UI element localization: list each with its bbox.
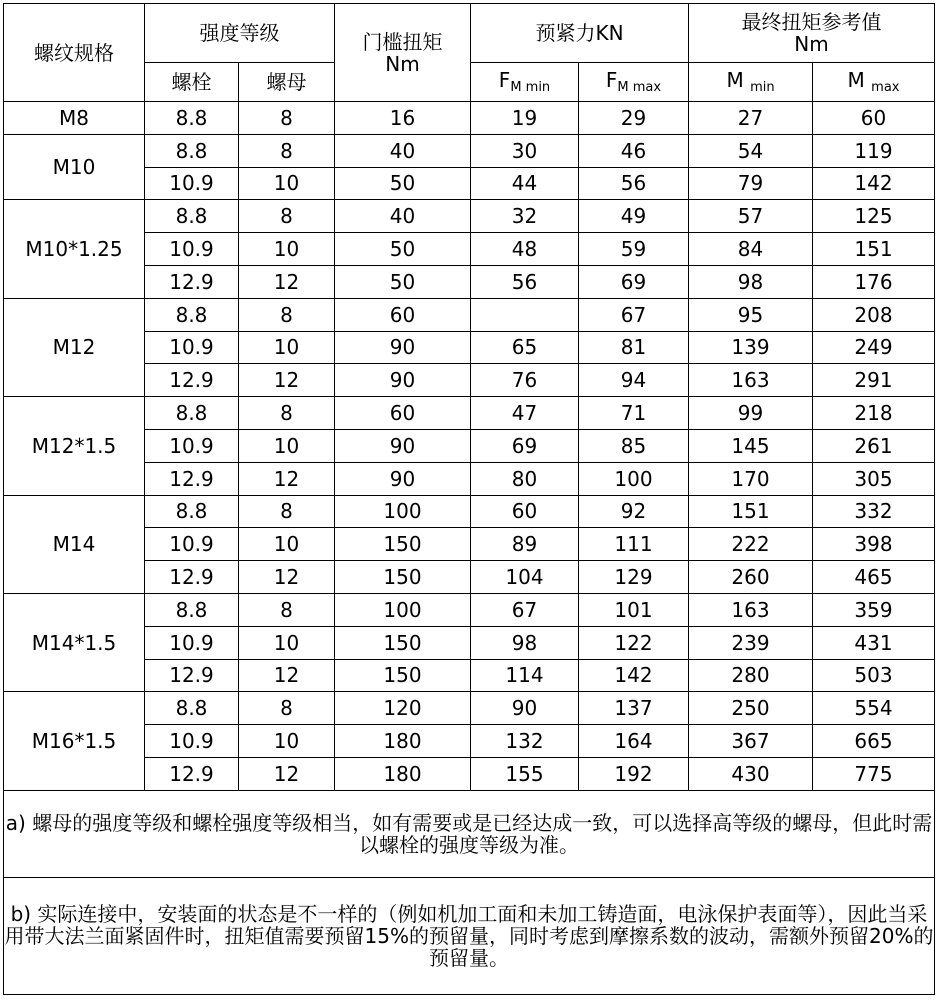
threshold-cell: 60	[335, 397, 471, 430]
fm-max-cell: 49	[579, 200, 689, 233]
header-fm-min-main: F	[498, 67, 511, 92]
header-m-max-sub: max	[871, 79, 900, 95]
threshold-cell: 150	[335, 626, 471, 659]
nut-cell: 12	[239, 659, 335, 692]
threshold-cell: 90	[335, 462, 471, 495]
header-m-min	[689, 63, 813, 102]
header-threshold-torque-line1: 门槛扭矩	[362, 29, 443, 54]
fm-min-cell: 67	[471, 593, 579, 626]
header-fm-min-sub: M min	[510, 79, 551, 95]
header-m-min-main: M	[726, 67, 744, 92]
fm-max-cell: 81	[579, 331, 689, 364]
bolt-cell: 8.8	[145, 397, 239, 430]
thread-spec-cell: M10*1.25	[4, 200, 145, 298]
bolt-cell: 8.8	[145, 692, 239, 725]
fm-max-cell: 59	[579, 233, 689, 266]
m-min-cell: 222	[689, 528, 813, 561]
m-max-cell: 119	[813, 134, 935, 167]
nut-cell: 8	[239, 134, 335, 167]
notes-section	[4, 790, 935, 994]
nut-cell: 12	[239, 561, 335, 594]
m-max-cell: 775	[813, 757, 935, 790]
torque-table	[3, 3, 935, 995]
m-min-cell: 145	[689, 429, 813, 462]
threshold-cell: 120	[335, 692, 471, 725]
header-final-torque	[689, 4, 935, 63]
header-preload: 预紧力KN	[471, 4, 689, 63]
fm-min-cell: 90	[471, 692, 579, 725]
m-min-cell: 239	[689, 626, 813, 659]
threshold-cell: 100	[335, 593, 471, 626]
nut-cell: 10	[239, 429, 335, 462]
fm-min-cell: 155	[471, 757, 579, 790]
m-max-cell: 208	[813, 298, 935, 331]
threshold-cell: 50	[335, 233, 471, 266]
thread-spec-cell: M10	[4, 134, 145, 200]
m-min-cell: 79	[689, 167, 813, 200]
nut-cell: 10	[239, 725, 335, 758]
m-max-cell: 60	[813, 102, 935, 135]
fm-min-cell: 60	[471, 495, 579, 528]
thread-spec-cell: M12	[4, 298, 145, 396]
table-row	[4, 495, 935, 528]
bolt-cell: 8.8	[145, 298, 239, 331]
threshold-cell: 16	[335, 102, 471, 135]
threshold-cell: 40	[335, 200, 471, 233]
fm-min-cell: 132	[471, 725, 579, 758]
note-b: b) 实际连接中，安装面的状态是不一样的（例如机加工面和未加工铸造面，电泳保护表面等），因此当采用带大法兰面紧固件时，扭矩值需要预留15%的预留量，同时考虑到摩擦系数的波动，需额外预留20%的预留量。	[4, 877, 935, 994]
fm-min-cell: 80	[471, 462, 579, 495]
m-min-cell: 98	[689, 265, 813, 298]
bolt-cell: 10.9	[145, 626, 239, 659]
fm-min-cell: 114	[471, 659, 579, 692]
m-min-cell: 27	[689, 102, 813, 135]
header-fm-min	[471, 63, 579, 102]
fm-max-cell: 137	[579, 692, 689, 725]
m-min-cell: 151	[689, 495, 813, 528]
nut-cell: 8	[239, 397, 335, 430]
nut-cell: 10	[239, 626, 335, 659]
threshold-cell: 50	[335, 167, 471, 200]
fm-min-cell: 104	[471, 561, 579, 594]
header-final-torque-line1: 最终扭矩参考值	[741, 10, 882, 34]
header-fm-max-main: F	[605, 67, 618, 92]
fm-max-cell: 67	[579, 298, 689, 331]
threshold-cell: 50	[335, 265, 471, 298]
m-max-cell: 176	[813, 265, 935, 298]
fm-max-cell: 71	[579, 397, 689, 430]
table-row	[4, 692, 935, 725]
bolt-cell: 10.9	[145, 429, 239, 462]
bolt-cell: 10.9	[145, 528, 239, 561]
header-fm-max	[579, 63, 689, 102]
header-m-max	[813, 63, 935, 102]
m-min-cell: 430	[689, 757, 813, 790]
fm-min-cell: 65	[471, 331, 579, 364]
bolt-cell: 10.9	[145, 331, 239, 364]
bolt-cell: 12.9	[145, 561, 239, 594]
table-row	[4, 298, 935, 331]
header-m-min-sub: min	[750, 79, 775, 95]
bolt-cell: 8.8	[145, 134, 239, 167]
bolt-cell: 10.9	[145, 167, 239, 200]
thread-spec-cell: M14	[4, 495, 145, 593]
m-max-cell: 398	[813, 528, 935, 561]
threshold-cell: 40	[335, 134, 471, 167]
header-final-torque-line2: Nm	[794, 32, 829, 56]
table-row	[4, 397, 935, 430]
fm-max-cell: 94	[579, 364, 689, 397]
m-max-cell: 249	[813, 331, 935, 364]
fm-min-cell: 47	[471, 397, 579, 430]
header-fm-max-sub: M max	[617, 79, 662, 95]
bolt-cell: 10.9	[145, 233, 239, 266]
m-max-cell: 665	[813, 725, 935, 758]
m-max-cell: 431	[813, 626, 935, 659]
nut-cell: 10	[239, 331, 335, 364]
header-strength-grade: 强度等级	[145, 4, 335, 63]
m-min-cell: 170	[689, 462, 813, 495]
m-max-cell: 359	[813, 593, 935, 626]
nut-cell: 10	[239, 167, 335, 200]
m-max-cell: 554	[813, 692, 935, 725]
table-row	[4, 134, 935, 167]
m-min-cell: 250	[689, 692, 813, 725]
m-min-cell: 163	[689, 593, 813, 626]
m-min-cell: 84	[689, 233, 813, 266]
nut-cell: 8	[239, 102, 335, 135]
fm-min-cell: 89	[471, 528, 579, 561]
fm-min-cell: 48	[471, 233, 579, 266]
nut-cell: 12	[239, 757, 335, 790]
fm-max-cell: 192	[579, 757, 689, 790]
note-a: a) 螺母的强度等级和螺栓强度等级相当，如有需要或是已经达成一致，可以选择高等级的螺母，但此时需以螺栓的强度等级为准。	[4, 790, 935, 877]
m-max-cell: 218	[813, 397, 935, 430]
bolt-cell: 8.8	[145, 593, 239, 626]
fm-max-cell: 142	[579, 659, 689, 692]
fm-max-cell: 122	[579, 626, 689, 659]
m-min-cell: 367	[689, 725, 813, 758]
threshold-cell: 100	[335, 495, 471, 528]
thread-spec-cell: M16*1.5	[4, 692, 145, 790]
m-max-cell: 305	[813, 462, 935, 495]
thread-spec-cell: M14*1.5	[4, 593, 145, 691]
thread-spec-cell: M8	[4, 102, 145, 135]
nut-cell: 12	[239, 265, 335, 298]
threshold-cell: 60	[335, 298, 471, 331]
fm-max-cell: 56	[579, 167, 689, 200]
fm-max-cell: 100	[579, 462, 689, 495]
nut-cell: 10	[239, 528, 335, 561]
nut-cell: 12	[239, 462, 335, 495]
thread-spec-cell: M12*1.5	[4, 397, 145, 495]
bolt-cell: 12.9	[145, 757, 239, 790]
fm-min-cell: 98	[471, 626, 579, 659]
table-row	[4, 593, 935, 626]
m-min-cell: 99	[689, 397, 813, 430]
threshold-cell: 180	[335, 757, 471, 790]
m-min-cell: 57	[689, 200, 813, 233]
threshold-cell: 90	[335, 331, 471, 364]
nut-cell: 8	[239, 298, 335, 331]
m-max-cell: 503	[813, 659, 935, 692]
m-min-cell: 163	[689, 364, 813, 397]
threshold-cell: 180	[335, 725, 471, 758]
fm-min-cell: 44	[471, 167, 579, 200]
fm-max-cell: 111	[579, 528, 689, 561]
header-threshold-torque	[335, 4, 471, 102]
m-max-cell: 291	[813, 364, 935, 397]
fm-max-cell: 92	[579, 495, 689, 528]
fm-min-cell: 30	[471, 134, 579, 167]
m-max-cell: 261	[813, 429, 935, 462]
header-thread-spec: 螺纹规格	[4, 4, 145, 102]
fm-min-cell: 56	[471, 265, 579, 298]
table-body	[4, 102, 935, 791]
header-nut: 螺母	[239, 63, 335, 102]
m-max-cell: 142	[813, 167, 935, 200]
fm-min-cell	[471, 298, 579, 331]
table-row	[4, 102, 935, 135]
nut-cell: 8	[239, 593, 335, 626]
threshold-cell: 90	[335, 364, 471, 397]
fm-min-cell: 19	[471, 102, 579, 135]
m-max-cell: 465	[813, 561, 935, 594]
header-threshold-torque-line2: Nm	[385, 51, 420, 76]
m-max-cell: 125	[813, 200, 935, 233]
bolt-cell: 12.9	[145, 364, 239, 397]
m-min-cell: 260	[689, 561, 813, 594]
nut-cell: 8	[239, 200, 335, 233]
bolt-cell: 10.9	[145, 725, 239, 758]
threshold-cell: 150	[335, 659, 471, 692]
m-min-cell: 54	[689, 134, 813, 167]
header-bolt: 螺栓	[145, 63, 239, 102]
threshold-cell: 150	[335, 561, 471, 594]
fm-max-cell: 85	[579, 429, 689, 462]
fm-min-cell: 69	[471, 429, 579, 462]
header-m-max-main: M	[847, 67, 865, 92]
m-min-cell: 139	[689, 331, 813, 364]
bolt-cell: 12.9	[145, 265, 239, 298]
m-max-cell: 332	[813, 495, 935, 528]
fm-max-cell: 129	[579, 561, 689, 594]
bolt-cell: 8.8	[145, 495, 239, 528]
fm-min-cell: 76	[471, 364, 579, 397]
bolt-cell: 12.9	[145, 659, 239, 692]
nut-cell: 8	[239, 692, 335, 725]
fm-max-cell: 101	[579, 593, 689, 626]
m-min-cell: 280	[689, 659, 813, 692]
bolt-cell: 12.9	[145, 462, 239, 495]
nut-cell: 10	[239, 233, 335, 266]
nut-cell: 8	[239, 495, 335, 528]
fm-max-cell: 29	[579, 102, 689, 135]
table-header	[4, 4, 935, 102]
fm-max-cell: 69	[579, 265, 689, 298]
threshold-cell: 90	[335, 429, 471, 462]
m-max-cell: 151	[813, 233, 935, 266]
fm-max-cell: 46	[579, 134, 689, 167]
fm-min-cell: 32	[471, 200, 579, 233]
nut-cell: 12	[239, 364, 335, 397]
bolt-cell: 8.8	[145, 102, 239, 135]
table-row	[4, 200, 935, 233]
threshold-cell: 150	[335, 528, 471, 561]
bolt-cell: 8.8	[145, 200, 239, 233]
fm-max-cell: 164	[579, 725, 689, 758]
m-min-cell: 95	[689, 298, 813, 331]
